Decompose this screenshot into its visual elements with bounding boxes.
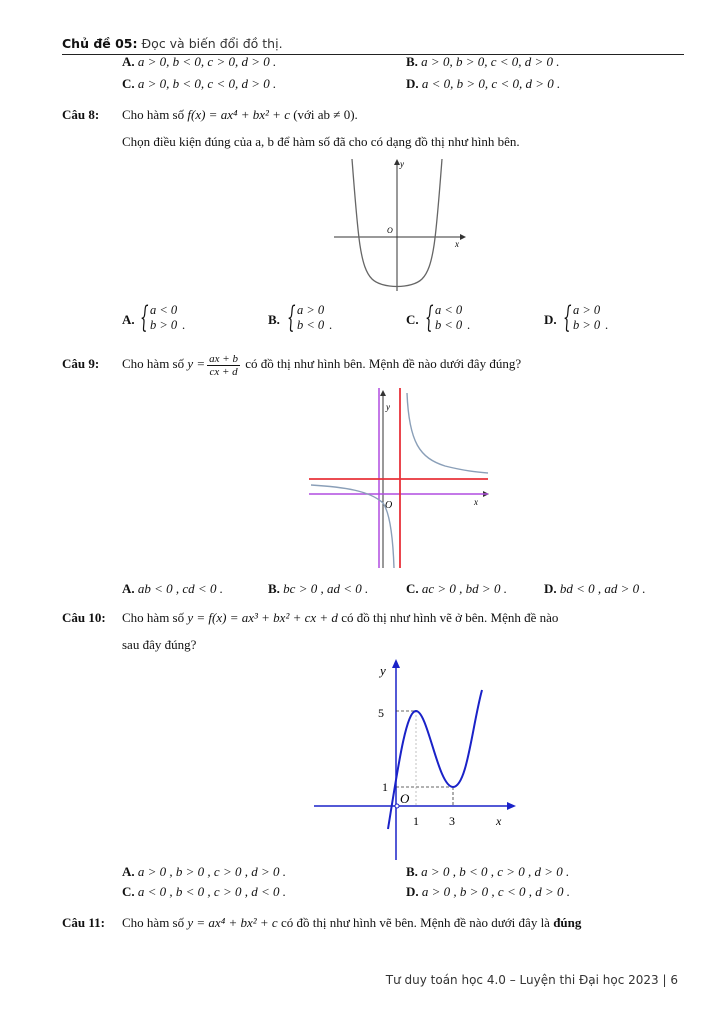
q9-option-b [268,581,368,597]
q9-denominator: cx + d [209,365,238,378]
q9-option-d-text: bd < 0 , ad > 0 . [559,581,646,596]
q8-option-c-key: C. [406,312,419,327]
q10-x-arrow-icon [507,802,516,810]
q9-option-a [122,581,223,597]
q10-option-c [122,884,286,900]
q11-label: Câu 11: [62,915,105,930]
q9-option-d [544,581,646,597]
q8-origin-label: O [387,226,393,235]
q10-option-b [406,864,569,880]
q11-formula: y = ax⁴ + bx² + c [187,915,278,930]
q8-option-a-end: . [182,318,186,332]
q9-origin-label: O [385,500,393,511]
q10-label: Câu 10: [62,610,106,625]
q9-lhs: y = [187,356,206,371]
q9-label: Câu 9: [62,356,100,371]
q10-stem [122,610,558,626]
prev-option-d-text: a < 0, b > 0, c < 0, d > 0 . [421,76,561,91]
q8-option-d-end: . [605,318,609,332]
q10-option-a [122,864,286,880]
q10-x-label: x [496,814,502,828]
q9-fraction [207,353,240,378]
q8-option-a-row1: a < 0 [150,303,178,317]
q10-option-b-text: a > 0 , b < 0 , c > 0 , d > 0 . [421,864,570,879]
q9-rest: có đồ thị như hình bên. Mệnh đề nào dưới đây đúng? [245,356,522,371]
q9-curve-left [311,485,394,568]
q10-graph [310,657,526,862]
q10-y-label: y [380,663,386,678]
q10-intro: Cho hàm số [122,610,185,625]
q8-option-b-row2: b < 0 [297,318,325,332]
q9-option-d-key: D. [544,581,557,596]
q8-option-d-key: D. [544,312,557,327]
q9-option-c-key: C. [406,581,419,596]
header-text [62,36,283,51]
q8-option-b-end: . [329,318,333,332]
q8-option-c-row2: b < 0 [435,318,463,332]
q9-stem [122,347,521,381]
q10-formula: y = f(x) = ax³ + bx² + cx + d [187,610,338,625]
q9-option-b-text: bc > 0 , ad < 0 . [283,581,369,596]
prev-option-a-text: a > 0, b < 0, c > 0, d > 0 . [137,54,277,69]
q10-tick-x3: 3 [449,814,455,828]
prev-option-b: B. a > 0, b > 0, c < 0, d > 0 . [406,54,560,69]
q8-option-d-row1: a > 0 [573,303,601,317]
q8-option-b-row1: a > 0 [297,303,325,317]
q8-y-label: y [400,159,404,169]
prev-option-a: A. a > 0, b < 0, c > 0, d > 0 . [122,54,277,69]
q8-label: Câu 8: [62,107,100,122]
q8-line2: Chọn điều kiện đúng của a, b để hàm số đã cho có dạng đồ thị như hình bên. [122,134,520,149]
q9-option-a-text: ab < 0 , cd < 0 . [137,581,223,596]
prev-option-c: C. a > 0, b < 0, c < 0, d > 0 . [122,76,277,91]
q10-line2: sau đây đúng? [122,637,197,652]
q8-formula: f(x) = ax⁴ + bx² + c [187,107,290,122]
q8-x-arrow-icon [460,234,466,240]
prev-option-c-text: a > 0, b < 0, c < 0, d > 0 . [137,76,277,91]
q10-option-b-key: B. [406,864,418,879]
q10-option-d-text: a > 0 , b > 0 , c < 0 , d > 0 . [421,884,571,899]
q8-graph [330,157,470,292]
q8-option-c-end: . [467,318,471,332]
q10-rest: có đồ thị như hình vẽ ở bên. Mệnh đề nào [341,610,559,625]
q11-rest: có đồ thị như hình vẽ bên. Mệnh đề nào dưới đây là [280,915,550,930]
q8-x-label: x [455,239,459,249]
q10-option-d-key: D. [406,884,419,899]
q9-graph [305,388,495,570]
q10-tick-y1: 1 [382,780,388,794]
q9-curve-right [407,393,488,473]
q8-option-c-row1: a < 0 [435,303,463,317]
q9-option-c [406,581,507,597]
page-footer: Tư duy toán học 4.0 – Luyện thi Đại học 2023 | 6 [385,973,678,987]
q8-stem [122,107,358,123]
q8-intro: Cho hàm số [122,107,185,122]
q9-x-label: x [474,497,478,507]
q9-intro: Cho hàm số [122,356,185,371]
q10-y-arrow-icon [392,659,400,668]
q10-option-c-text: a < 0 , b < 0 , c > 0 , d < 0 . [137,884,287,899]
q10-origin-dot [395,804,399,808]
q10-option-a-key: A. [122,864,135,879]
prev-option-d: D. a < 0, b > 0, c < 0, d > 0 . [406,76,561,91]
q9-option-a-key: A. [122,581,135,596]
q8-option-d-row2: b > 0 [573,318,601,332]
q9-y-arrow-icon [380,390,386,396]
q9-numerator: ax + b [209,352,238,365]
q8-option-a-key: A. [122,312,135,327]
q8-option-b-key: B. [268,312,280,327]
q10-option-a-text: a > 0 , b > 0 , c > 0 , d > 0 . [137,864,287,879]
q8-condition: (với ab ≠ 0). [293,107,358,122]
q10-tick-y5: 5 [378,706,384,720]
prev-option-b-text: a > 0, b > 0, c < 0, d > 0 . [421,54,560,69]
q10-option-d [406,884,570,900]
q9-y-label: y [386,402,390,412]
header-label: Chủ đề 05: [62,36,138,51]
q10-option-c-key: C. [122,884,135,899]
q11-stem [122,915,581,931]
header-title: Đọc và biến đổi đồ thị. [141,36,283,51]
page-header [62,36,684,55]
q8-option-a-row2: b > 0 [150,318,178,332]
q9-option-b-key: B. [268,581,280,596]
q11-intro: Cho hàm số [122,915,185,930]
q11-bold: đúng [553,915,582,930]
q10-origin-label: O [400,791,410,806]
q9-option-c-text: ac > 0 , bd > 0 . [421,581,507,596]
q10-tick-x1: 1 [413,814,419,828]
